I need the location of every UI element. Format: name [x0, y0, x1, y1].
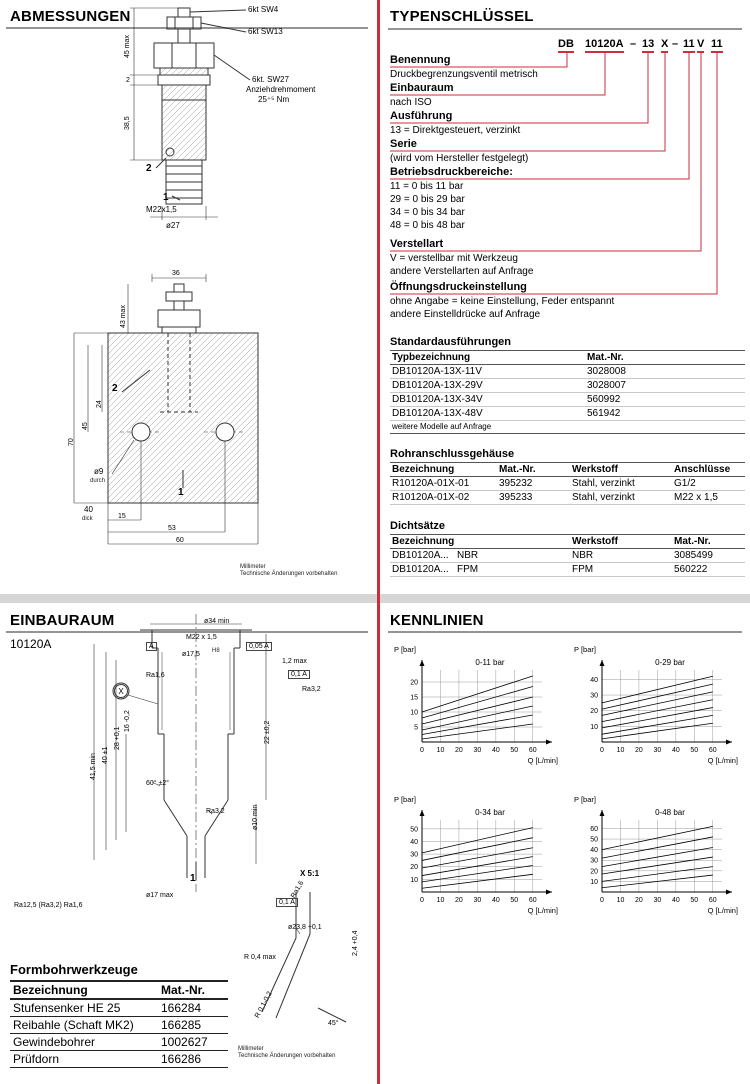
- dim-dia17-max: ø17 max: [146, 892, 174, 899]
- group-line: ohne Angabe = keine Einstellung, Feder entspannt: [390, 296, 615, 307]
- port-1-marker: 1: [163, 192, 169, 203]
- svg-text:0: 0: [420, 897, 424, 904]
- code-group-oeffnungsdruck: [390, 281, 742, 321]
- table-row: [390, 407, 745, 421]
- svg-text:60: 60: [708, 897, 717, 904]
- cell: Stufensenker HE 25: [10, 999, 158, 1017]
- cell: Prüfdorn: [10, 1051, 158, 1068]
- dim-40: 40: [84, 505, 93, 514]
- group-line: nach ISO: [390, 97, 432, 108]
- svg-text:Q [L/min]: Q [L/min]: [527, 906, 558, 915]
- svg-text:0: 0: [600, 747, 604, 754]
- table-row: [390, 379, 745, 393]
- svg-text:10: 10: [616, 747, 625, 754]
- svg-text:50: 50: [410, 826, 418, 834]
- pipe-housing-table: [390, 462, 745, 505]
- cell: DB10120A-13X-48V: [390, 407, 585, 421]
- cell: 166284: [158, 999, 228, 1017]
- svg-text:50: 50: [590, 836, 598, 844]
- group-line: 13 = Direktgesteuert, verzinkt: [390, 125, 521, 136]
- dim-22: 22 ±0,2: [264, 720, 271, 744]
- table-note: weitere Modelle auf Anfrage: [390, 421, 745, 434]
- group-label: Ausführung: [390, 110, 453, 122]
- dim-38-5: 38,5: [124, 116, 131, 130]
- chart-0-11-bar: [392, 640, 562, 780]
- svg-text:60: 60: [528, 897, 537, 904]
- tolerance-h8: H8: [212, 648, 220, 654]
- cell: 560992: [585, 393, 745, 407]
- table-row: [390, 563, 745, 577]
- cell: R10120A-01X-01: [390, 477, 497, 491]
- group-line: 29 = 0 bis 29 bar: [390, 194, 465, 205]
- footer-disclaimer: Technische Änderungen vorbehalten: [238, 1053, 336, 1059]
- group-label: Verstellart: [390, 238, 444, 250]
- dim-40-note: dick: [82, 516, 93, 522]
- svg-text:60: 60: [528, 747, 537, 754]
- svg-text:20: 20: [635, 897, 643, 904]
- detail-title: X 5:1: [300, 869, 320, 878]
- footer-disclaimer: Technische Änderungen vorbehalten: [240, 571, 338, 577]
- group-label: Öffnungsdruckeinstellung: [390, 281, 527, 293]
- svg-text:10: 10: [410, 709, 418, 717]
- column-header: [455, 535, 570, 549]
- port-2-marker: 2: [146, 163, 152, 174]
- dim-70: 70: [68, 438, 75, 446]
- svg-text:40: 40: [590, 676, 598, 684]
- group-label: Einbauraum: [390, 82, 454, 94]
- cell: 395233: [497, 491, 570, 505]
- svg-text:10: 10: [590, 723, 598, 731]
- dim-1-2-max: 1,2 max: [282, 658, 307, 665]
- callout-sw4: 6kt SW4: [248, 5, 279, 14]
- column-header: Mat.-Nr.: [672, 535, 745, 549]
- code-part-verstellart: V: [697, 38, 704, 53]
- svg-text:20: 20: [590, 868, 598, 876]
- svg-text:10: 10: [590, 878, 598, 886]
- svg-text:50: 50: [510, 747, 519, 754]
- code-dash-2: –: [672, 38, 679, 50]
- svg-text:Q [L/min]: Q [L/min]: [527, 756, 558, 765]
- section-abmessungen: [0, 0, 378, 594]
- group-line: andere Verstellarten auf Anfrage: [390, 266, 534, 277]
- svg-text:20: 20: [455, 747, 463, 754]
- cell: NBR: [455, 549, 570, 563]
- svg-text:30: 30: [473, 747, 482, 754]
- dia-9-note: durch: [90, 478, 106, 484]
- code-group-benennung: [390, 54, 742, 81]
- chart-0-29-bar: [572, 640, 742, 780]
- table-row: [10, 1051, 228, 1068]
- svg-text:15: 15: [410, 694, 418, 702]
- dim-36: 36: [172, 270, 180, 277]
- datum-a-marker: A: [146, 642, 157, 651]
- cell: 166285: [158, 1017, 228, 1034]
- column-header: Anschlüsse: [672, 463, 745, 477]
- code-group-verstellart: [390, 238, 742, 278]
- code-group-druckbereiche: [390, 166, 742, 232]
- table-header-row: [390, 351, 745, 365]
- svg-text:50: 50: [690, 747, 699, 754]
- dim-r0-1-0-2: R 0,1-0,2: [254, 990, 274, 1020]
- footer-units: Millimeter: [238, 1046, 264, 1052]
- section-kennlinien: [380, 604, 750, 1084]
- callout-sw27-line3: 25⁺⁵ Nm: [258, 95, 290, 104]
- group-line: 34 = 0 bis 34 bar: [390, 207, 465, 218]
- table-header-row: [390, 535, 745, 549]
- svg-text:10: 10: [410, 876, 418, 884]
- svg-text:40: 40: [590, 847, 598, 855]
- cell: R10120A-01X-02: [390, 491, 497, 505]
- cell: M22 x 1,5: [672, 491, 745, 505]
- svg-text:30: 30: [653, 747, 662, 754]
- thread-label: M22x1,5: [146, 205, 177, 214]
- cell: DB10120A...: [390, 563, 455, 577]
- section-title-einbauraum: EINBAURAUM: [10, 612, 115, 629]
- dim-40: 40 ±1: [102, 746, 109, 764]
- title-rule: [388, 631, 742, 633]
- code-part-serie: X: [661, 38, 668, 53]
- svg-text:5: 5: [414, 724, 418, 732]
- dim-60: 60: [176, 537, 184, 544]
- table-row: [390, 365, 745, 379]
- dim-15: 15: [118, 513, 126, 520]
- dia-27: ø27: [166, 221, 180, 230]
- svg-text:0-29 bar: 0-29 bar: [655, 658, 685, 667]
- table-row: [10, 1034, 228, 1051]
- svg-text:40: 40: [491, 747, 500, 754]
- cell: Stahl, verzinkt: [570, 491, 672, 505]
- svg-text:10: 10: [436, 897, 445, 904]
- code-part-einbauraum: 10120A: [585, 38, 624, 53]
- dim-dia10-min: ø10 min: [252, 804, 259, 830]
- dimensions-drawing: [0, 0, 378, 594]
- flatness-tolerance: 0,05 A: [246, 642, 272, 651]
- dim-45-deg: 45°: [328, 1020, 339, 1027]
- svg-text:Q [L/min]: Q [L/min]: [707, 756, 738, 765]
- code-part-db: DB: [558, 38, 574, 53]
- cell: FPM: [455, 563, 570, 577]
- group-line: 48 = 0 bis 48 bar: [390, 220, 465, 231]
- dim-dia23-8: ø23,8 +0,1: [288, 924, 322, 931]
- group-line: Druckbegrenzungsventil metrisch: [390, 69, 538, 80]
- callout-sw27-line2: Anziehdrehmoment: [246, 85, 316, 94]
- port-2-marker-block: 2: [112, 383, 118, 394]
- svg-text:30: 30: [590, 857, 598, 865]
- svg-text:0-48 bar: 0-48 bar: [655, 808, 685, 817]
- code-dash-1: –: [630, 38, 637, 50]
- svg-text:Q [L/min]: Q [L/min]: [707, 906, 738, 915]
- cell: 561942: [585, 407, 745, 421]
- footer-units: Millimeter: [240, 564, 266, 570]
- dim-43-max: 43 max: [120, 305, 127, 328]
- form-drilling-tools-table: [10, 980, 228, 1068]
- dim-thread: M22 x 1,5: [186, 634, 217, 641]
- code-part-druckbereich: 11: [683, 38, 695, 53]
- section-einbauraum: [0, 604, 378, 1084]
- svg-text:20: 20: [410, 864, 418, 872]
- chart-0-48-bar: [572, 790, 742, 930]
- table-row: [390, 491, 745, 505]
- cell: DB10120A...: [390, 549, 455, 563]
- dim-r0-4-max: R 0,4 max: [244, 954, 276, 961]
- cell: Stahl, verzinkt: [570, 477, 672, 491]
- column-header: Bezeichnung: [10, 981, 158, 999]
- svg-text:50: 50: [510, 897, 519, 904]
- svg-text:0-34 bar: 0-34 bar: [475, 808, 505, 817]
- svg-text:10: 10: [616, 897, 625, 904]
- code-group-ausfuehrung: [390, 110, 742, 137]
- svg-text:30: 30: [410, 851, 418, 859]
- vertical-divider: [377, 0, 380, 1084]
- svg-text:40: 40: [410, 838, 418, 846]
- table-row: [10, 999, 228, 1017]
- section-typenschluessel: [380, 0, 750, 594]
- dim-45-max: 45 max: [124, 35, 131, 58]
- column-header: Bezeichnung: [390, 463, 497, 477]
- cell: FPM: [570, 563, 672, 577]
- chart-0-34-bar: [392, 790, 562, 930]
- surface-ra16-detail: Ra1,6: [290, 879, 306, 900]
- cell: DB10120A-13X-34V: [390, 393, 585, 407]
- dim-dia34: ø34 min: [204, 618, 230, 625]
- cavity-id: 10120A: [10, 637, 52, 651]
- cell: 3085499: [672, 549, 745, 563]
- code-part-oeffnungsdruck: 11: [711, 38, 723, 53]
- svg-text:40: 40: [671, 747, 680, 754]
- runout-tolerance-top: 0,1 A: [288, 670, 310, 679]
- standard-versions-table: [390, 350, 745, 421]
- dim-2: 2: [126, 77, 130, 84]
- code-part-ausfuehrung: 13: [642, 38, 654, 53]
- svg-text:10: 10: [436, 747, 445, 754]
- dim-dia17-5: ø17,5: [182, 651, 200, 658]
- svg-text:P [bar]: P [bar]: [394, 795, 416, 804]
- table-row: [390, 549, 745, 563]
- section-title-abmessungen: ABMESSUNGEN: [10, 8, 131, 25]
- seal-kits-table: [390, 534, 745, 577]
- cell: 166286: [158, 1051, 228, 1068]
- column-header: Mat.-Nr.: [497, 463, 570, 477]
- column-header: Werkstoff: [570, 535, 672, 549]
- group-line: 11 = 0 bis 11 bar: [390, 181, 464, 192]
- cell: 1002627: [158, 1034, 228, 1051]
- table-row: [390, 393, 745, 407]
- dim-41-5-min: 41,5 min: [90, 753, 97, 780]
- svg-text:20: 20: [590, 708, 598, 716]
- callout-sw13: 6kt SW13: [248, 27, 283, 36]
- column-header: Mat.-Nr.: [585, 351, 745, 365]
- svg-text:0: 0: [600, 897, 604, 904]
- cell: DB10120A-13X-11V: [390, 365, 585, 379]
- cell: 560222: [672, 563, 745, 577]
- svg-text:P [bar]: P [bar]: [574, 795, 596, 804]
- dim-24: 24: [96, 400, 103, 408]
- cell: 395232: [497, 477, 570, 491]
- column-header: Mat.-Nr.: [158, 981, 228, 999]
- callout-sw27-line1: 6kt. SW27: [252, 75, 289, 84]
- cell: DB10120A-13X-29V: [390, 379, 585, 393]
- section-title-kennlinien: KENNLINIEN: [390, 612, 484, 629]
- svg-text:60: 60: [590, 825, 598, 833]
- group-label: Benennung: [390, 54, 451, 66]
- svg-text:40: 40: [491, 897, 500, 904]
- table-row: [10, 1017, 228, 1034]
- cell: 3028007: [585, 379, 745, 393]
- dim-16: 16 -0,2: [124, 710, 131, 732]
- horizontal-divider: [0, 594, 750, 603]
- surface-ra32-top: Ra3,2: [302, 686, 321, 693]
- port-1-marker-block: 1: [178, 487, 184, 498]
- table-title-rohr: Rohranschlussgehäuse: [390, 448, 515, 460]
- table-title-standard: Standardausführungen: [390, 336, 512, 348]
- title-rule: [388, 28, 742, 30]
- table-header-row: [390, 463, 745, 477]
- surface-finish-note: Ra12,5 (Ra3,2) Ra1,6: [14, 902, 83, 909]
- group-line: V = verstellbar mit Werkzeug: [390, 253, 518, 264]
- svg-text:30: 30: [473, 897, 482, 904]
- code-group-serie: [390, 138, 742, 165]
- table-title-dicht: Dichtsätze: [390, 520, 446, 532]
- svg-text:20: 20: [410, 679, 418, 687]
- dim-cone-angle: 60° ±2°: [146, 780, 170, 787]
- column-header: Typbezeichnung: [390, 351, 585, 365]
- port-1-marker: 1: [190, 873, 196, 884]
- svg-text:40: 40: [671, 897, 680, 904]
- dim-2-4: 2,4 +0,4: [352, 930, 359, 956]
- tools-table-title: Formbohrwerkzeuge: [10, 962, 138, 977]
- group-label: Serie: [390, 138, 417, 150]
- svg-text:0-11 bar: 0-11 bar: [475, 658, 505, 667]
- table-row: [390, 477, 745, 491]
- detail-x-marker: X: [114, 684, 128, 698]
- code-group-einbauraum: [390, 82, 742, 109]
- runout-tolerance-detail: 0,1 A: [276, 898, 298, 907]
- svg-text:0: 0: [420, 747, 424, 754]
- surface-ra32-cone: Ra3,2: [206, 808, 225, 815]
- dim-53: 53: [168, 525, 176, 532]
- svg-text:50: 50: [690, 897, 699, 904]
- dim-28: 28 +0,1: [114, 726, 121, 750]
- svg-text:P [bar]: P [bar]: [394, 645, 416, 654]
- dim-45: 45: [82, 422, 89, 430]
- cell: Reibahle (Schaft MK2): [10, 1017, 158, 1034]
- svg-text:P [bar]: P [bar]: [574, 645, 596, 654]
- column-header: Bezeichnung: [392, 536, 455, 547]
- cell: 3028008: [585, 365, 745, 379]
- svg-text:30: 30: [590, 692, 598, 700]
- section-title-typenschluessel: TYPENSCHLÜSSEL: [390, 8, 534, 25]
- cell: NBR: [570, 549, 672, 563]
- svg-text:30: 30: [653, 897, 662, 904]
- cell: G1/2: [672, 477, 745, 491]
- group-line: (wird vom Hersteller festgelegt): [390, 153, 529, 164]
- surface-ra16-top: Ra1,6: [146, 672, 165, 679]
- svg-text:20: 20: [635, 747, 643, 754]
- svg-text:60: 60: [708, 747, 717, 754]
- dia-9: ø9: [94, 467, 104, 476]
- svg-text:20: 20: [455, 897, 463, 904]
- cell: Gewindebohrer: [10, 1034, 158, 1051]
- column-header: Werkstoff: [570, 463, 672, 477]
- group-label: Betriebsdruckbereiche:: [390, 166, 513, 178]
- group-line: andere Einstelldrücke auf Anfrage: [390, 309, 541, 320]
- table-header-row: [10, 981, 228, 999]
